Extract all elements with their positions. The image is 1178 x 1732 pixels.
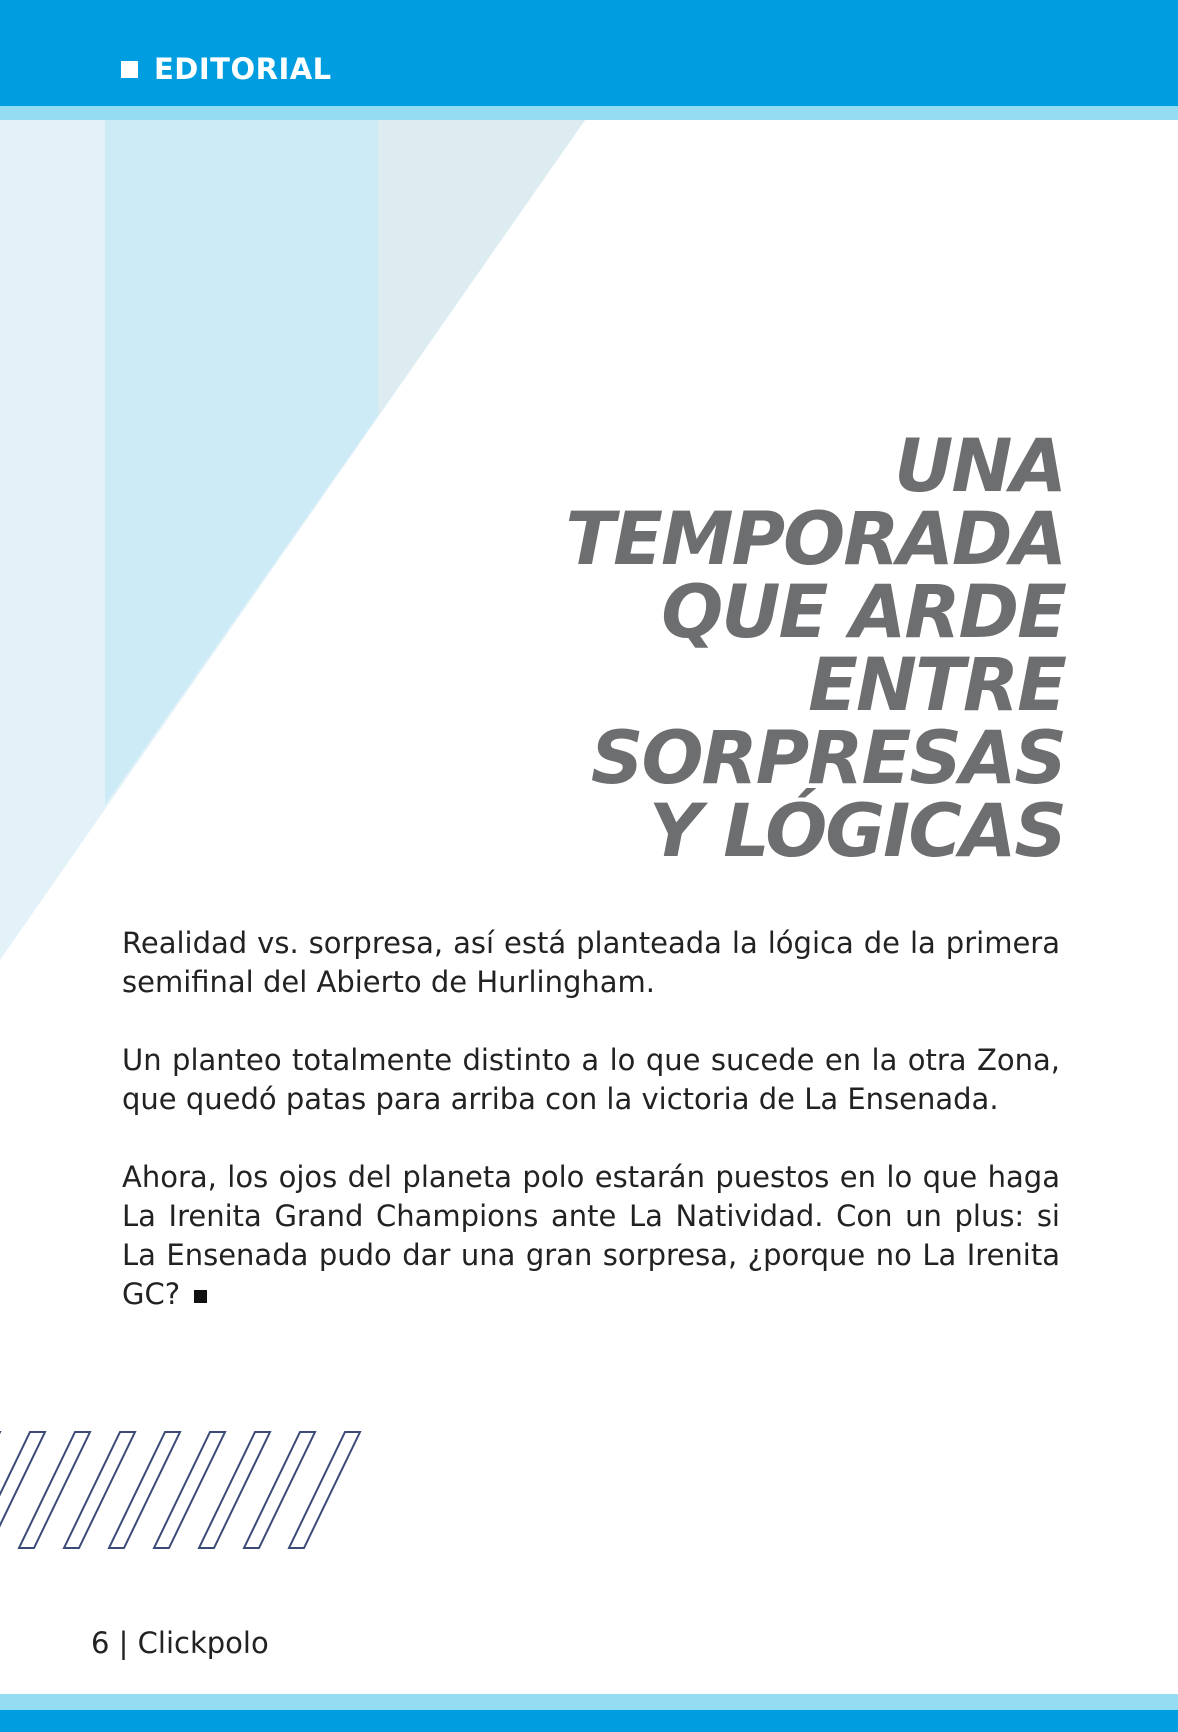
title-line: SORPRESAS xyxy=(590,716,1065,801)
footer-accent-stripe xyxy=(0,1694,1178,1710)
section-square-icon xyxy=(121,61,138,78)
article-paragraph: Ahora, los ojos del planeta polo estarán puestos en lo que haga La Irenita Grand Champions ante La Natividad. Con un plus: si La Ensenada pudo dar una gran sorpresa, ¿porque no La Irenita GC? xyxy=(122,1160,1060,1311)
section-label-text: EDITORIAL xyxy=(154,52,332,86)
article-paragraph: Un planteo totalmente distinto a lo que sucede en la otra Zona, que quedó patas para arriba con la victoria de La Ensenada. xyxy=(122,1043,1060,1116)
section-label xyxy=(121,52,332,86)
title-line: UNA xyxy=(894,424,1065,509)
article-paragraph: Realidad vs. sorpresa, así está planteada la lógica de la primera semifinal del Abierto de Hurlingham. xyxy=(122,926,1060,999)
title-line: Y LÓGICAS xyxy=(649,789,1065,874)
page-footer: 6 | Clickpolo xyxy=(91,1626,269,1660)
diagonal-stripes-decoration xyxy=(0,1430,370,1550)
footer-bar xyxy=(0,1710,1178,1732)
title-line: TEMPORADA xyxy=(565,497,1065,582)
header-accent-stripe xyxy=(0,106,1178,120)
article-title xyxy=(445,424,1065,874)
end-square-icon xyxy=(194,1290,207,1303)
title-line: ENTRE xyxy=(808,643,1065,728)
title-line: QUE ARDE xyxy=(661,570,1065,655)
article-body xyxy=(122,924,1060,1353)
